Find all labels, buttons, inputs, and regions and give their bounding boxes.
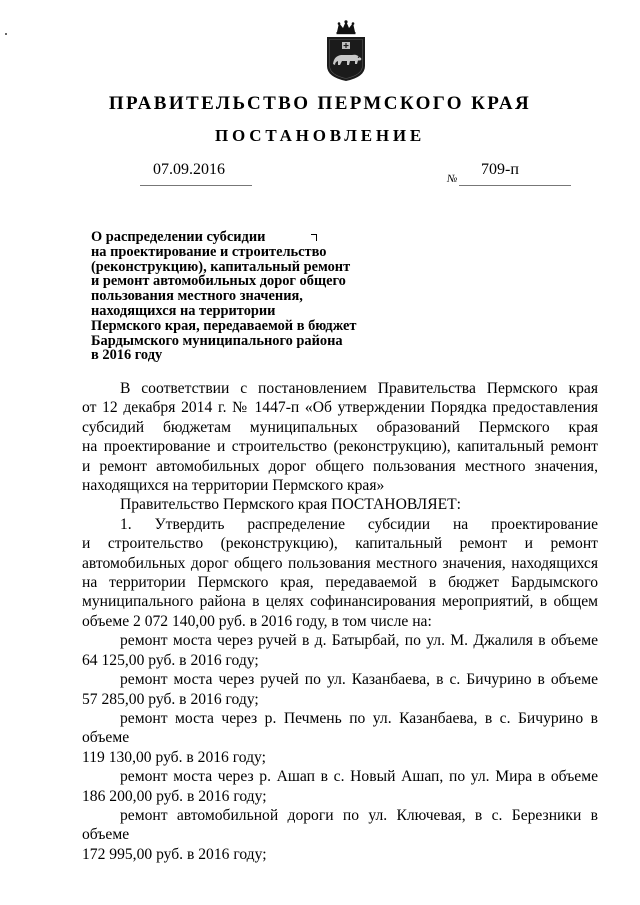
margin-speck	[5, 33, 7, 35]
item-1-line: муниципального района в целях софинансирования мероприятий, в общем	[82, 593, 598, 611]
item-1-line: на территории Пермского края, передаваемой в бюджет Бардымского	[82, 574, 598, 592]
subject-line: в 2016 году	[91, 347, 163, 364]
subject-line: (реконструкцию), капитальный ремонт	[91, 258, 351, 275]
preamble-line: находящихся на территории Пермского края»	[82, 477, 385, 495]
subject-corner-mark	[311, 234, 317, 241]
entry-line: ремонт моста через р. Печмень по ул. Казанбаева, в с. Бичурино в объеме	[82, 709, 598, 747]
document-number: 709-п	[481, 161, 519, 178]
entry-amount: 172 995,00 руб. в 2016 году;	[82, 845, 267, 863]
subject-line: Бардымского муниципального района	[91, 332, 343, 349]
date-underline	[140, 185, 252, 186]
subject-block	[91, 230, 391, 363]
subject-line: О распределении субсидии	[91, 229, 266, 245]
subject-line: пользования местного значения,	[91, 288, 303, 305]
preamble-line: В соответствии с постановлением Правительства Пермского края	[120, 380, 598, 397]
subject-line: Пермского края, передаваемой в бюджет	[91, 317, 357, 334]
preamble-line: субсидий бюджетам муниципальных образований Пермского края	[82, 418, 598, 436]
preamble-line: от 12 декабря 2014 г. № 1447-п «Об утверждении Порядка предоставления	[82, 399, 598, 417]
entry-amount: 186 200,00 руб. в 2016 году;	[82, 787, 267, 805]
number-underline	[459, 185, 571, 186]
item-1-line: объеме 2 072 140,00 руб. в 2016 году, в том числе на:	[82, 612, 432, 630]
entry-line: ремонт моста через ручей в д. Батырбай, по ул. М. Джалиля в объеме	[120, 632, 598, 650]
subject-line: и ремонт автомобильных дорог общего	[91, 273, 346, 290]
entry-amount: 57 285,00 руб. в 2016 году;	[82, 690, 259, 708]
entry-line: ремонт моста через ручей по ул. Казанбаева, в с. Бичурино в объеме	[120, 671, 598, 689]
number-sign: №	[447, 173, 458, 185]
preamble-line: и ремонт автомобильных дорог общего пользования местного значения,	[82, 457, 598, 475]
subject-line: на проектирование и строительство	[91, 243, 327, 260]
resolves-clause: Правительство Пермского края ПОСТАНОВЛЯЕТ:	[120, 496, 461, 514]
document-kind-title: ПОСТАНОВЛЕНИЕ	[214, 126, 426, 145]
item-1-line: и строительство (реконструкцию), капитальный ремонт и ремонт	[82, 535, 598, 553]
entry-line: ремонт автомобильной дороги по ул. Ключевая, в с. Березники в объеме	[82, 806, 598, 844]
perm-krai-coat-of-arms-icon	[325, 20, 367, 82]
preamble-line: на проектирование и строительство (реконструкцию), капитальный ремонт	[82, 438, 598, 456]
item-1-line: автомобильных дорог общего пользования местного значения, находящихся	[82, 554, 598, 572]
subject-line: находящихся на территории	[91, 302, 276, 319]
entry-amount: 64 125,00 руб. в 2016 году;	[82, 651, 259, 669]
government-title: ПРАВИТЕЛЬСТВО ПЕРМСКОГО КРАЯ	[108, 93, 532, 114]
item-1-line: 1. Утвердить распределение субсидии на проектирование	[120, 515, 598, 533]
document-body	[82, 379, 598, 864]
entry-line: ремонт моста через р. Ашап в с. Новый Ашап, по ул. Мира в объеме	[120, 768, 598, 786]
document-date: 07.09.2016	[153, 161, 225, 178]
entry-amount: 119 130,00 руб. в 2016 году;	[82, 748, 266, 766]
